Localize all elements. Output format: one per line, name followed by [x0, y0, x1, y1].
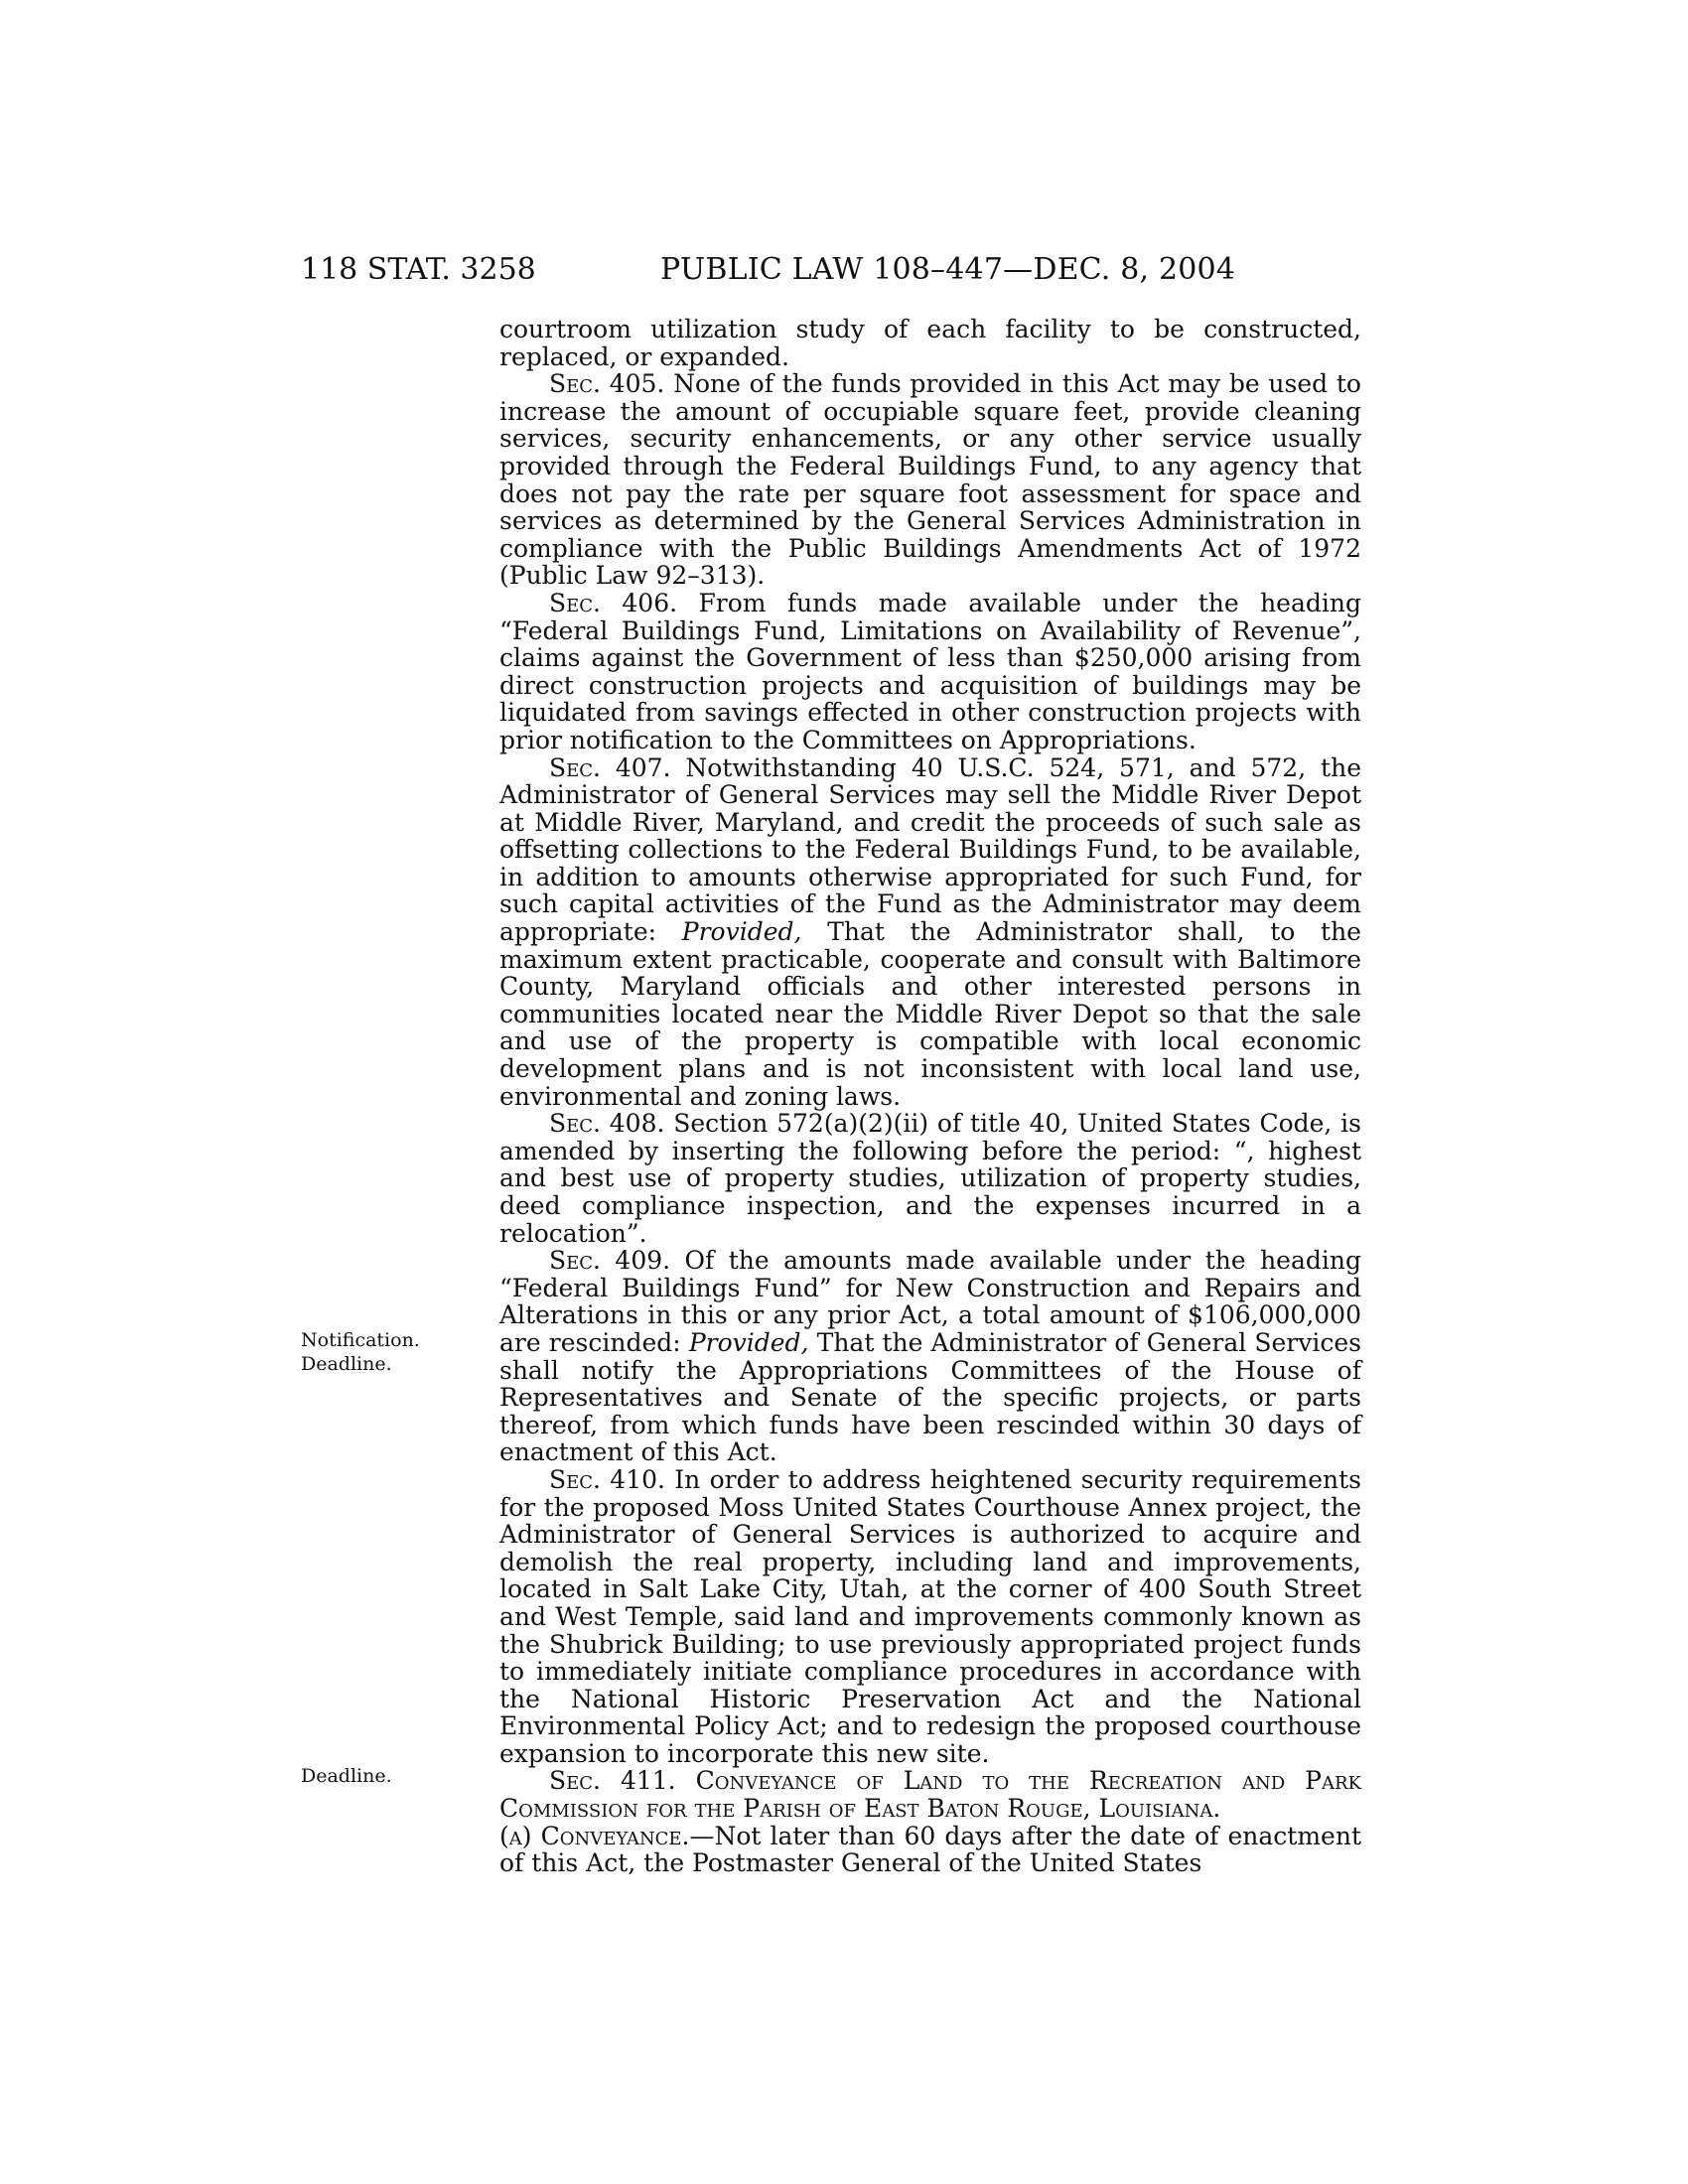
section-406: Sec. 406. From funds made available under the heading “Federal Buildings Fund, Limitations on Availability of Revenue”, claims against the Government of less than $250,000 arising from direct construction projects and acquisition of buildings may be liquidated from savings effected in other construction projects with prior notification to the Committees on Appropriations.: [499, 588, 1361, 754]
section-407: Sec. 407. Notwithstanding 40 U.S.C. 524, 571, and 572, the Administrator of General Services may sell the Middle River Depot at Middle River, Maryland, and credit the proceeds of such sale as offsetting collections to the Federal Buildings Fund, to be available, in addition to amounts otherwise appropriated for such Fund, for such capital activities of the Fund as the Administrator may deem appropriate: Provided, That the Administrator shall, to the maximum extent practicable, cooperate and consult with Baltimore County, Maryland officials and other interested persons in communities located near the Middle River Depot so that the sale and use of the property is compatible with local economic development plans and is not inconsistent with local land use, environmental and zoning laws.: [499, 752, 1361, 1111]
provided-italic: Provided,: [688, 1327, 809, 1357]
section-409: Sec. 409. Of the amounts made available under the heading “Federal Buildings Fund” for New Construction and Repairs and Alterations in this or any prior Act, a total amount of $106,000,000 are rescinded: Provided, That the Administrator of General Services shall notify the Appropriations Committees of the House of Representatives and Senate of the specific projects, or parts thereof, from which funds have been rescinded within 30 days of enactment of this Act.: [499, 1246, 1362, 1467]
section-label: Sec. 409.: [549, 1246, 671, 1276]
section-411: [499, 1767, 1361, 1822]
margin-note-deadline: Deadline.: [301, 1353, 392, 1375]
paragraph-continuation: courtroom utilization study of each facility to be constructed, replaced, or expanded.: [499, 315, 1361, 371]
section-label: Sec. 408.: [549, 1109, 665, 1139]
section-label: Sec. 411.: [549, 1766, 676, 1796]
margin-note-notification-deadline: [301, 1328, 420, 1376]
subsection-label: (a) Conveyance.: [499, 1821, 690, 1850]
section-label: Sec. 406.: [549, 588, 678, 617]
section-heading: Conveyance of Land to the Recreation and Park Commission for the Parish of East Baton Rouge, Louisiana.: [499, 1766, 1361, 1824]
margin-note-deadline-2: Deadline.: [301, 1765, 392, 1787]
section-410: Sec. 410. In order to address heightened security requirements for the proposed Moss United States Courthouse Annex project, the Administrator of General Services is authorized to acquire and demolish the real property, including land and improvements, located in Salt Lake City, Utah, at the corner of 400 South Street and West Temple, said land and improvements commonly known as the Shubrick Building; to use previously appropriated project funds to immediately initiate compliance procedures in accordance with the National Historic Preservation Act and the National Environmental Policy Act; and to redesign the proposed courthouse expansion to incorporate this new site.: [499, 1464, 1361, 1768]
section-408: Sec. 408. Section 572(a)(2)(ii) of title 40, United States Code, is amended by inserting the following before the period: “, highest and best use of property studies, utilization of property studies, deed compliance inspection, and the expenses incurred in a relocation”.: [499, 1109, 1361, 1248]
public-law-title: PUBLIC LAW 108–447—DEC. 8, 2004: [660, 252, 1236, 287]
section-label: Sec. 407.: [549, 752, 671, 782]
provided-italic: Provided,: [681, 917, 802, 947]
statute-page-number: 118 STAT. 3258: [301, 252, 536, 287]
section-label: Sec. 410.: [549, 1464, 665, 1494]
section-label: Sec. 405.: [549, 369, 665, 399]
page-header: [0, 248, 1688, 292]
document-body: [499, 316, 1361, 1877]
section-405: Sec. 405. None of the funds provided in this Act may be used to increase the amount of occupiable square feet, provide cleaning services, security enhancements, or any other service usually provided through the Federal Buildings Fund, to any agency that does not pay the rate per square foot assessment for space and services as determined by the General Services Administration in compliance with the Public Buildings Amendments Act of 1972 (Public Law 92–313).: [499, 369, 1361, 591]
subsection-411a: (a) Conveyance.—Not later than 60 days after the date of enactment of this Act, the Postmaster General of the United States: [499, 1821, 1361, 1878]
margin-note-notification: Notification.: [301, 1329, 420, 1351]
